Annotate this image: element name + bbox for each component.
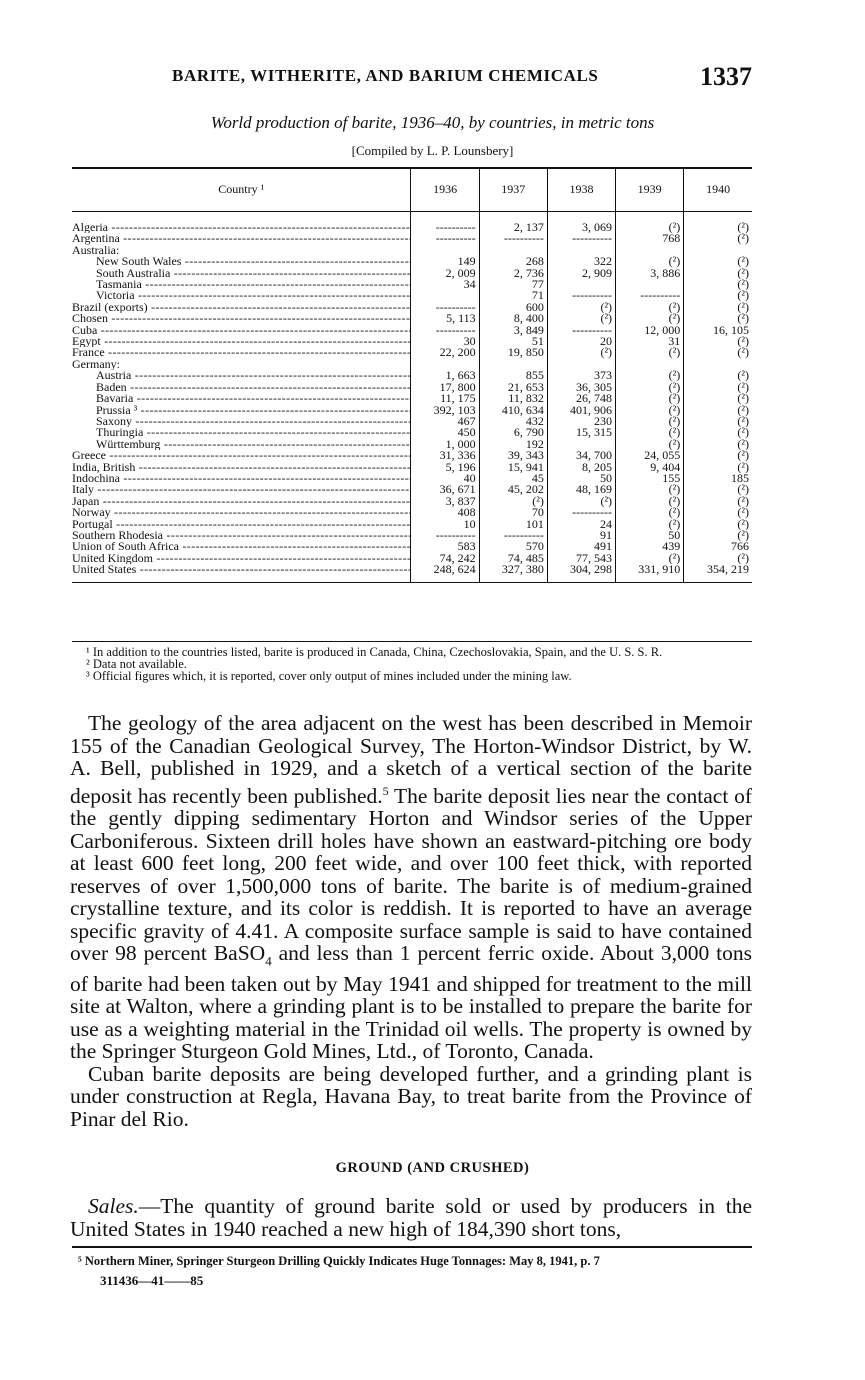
- value-cell-1936: 11, 175: [411, 393, 479, 404]
- value-cell-1939: (²): [616, 496, 684, 507]
- value-cell-1937: 77: [479, 279, 547, 290]
- sales-paragraph: [70, 1195, 752, 1240]
- value-cell-1938: ----------: [547, 290, 615, 301]
- value-cell-1940: 185: [684, 473, 752, 484]
- value-cell-1938: 15, 315: [547, 427, 615, 438]
- value-cell-1936: [411, 245, 479, 256]
- table-row: [72, 484, 752, 495]
- country-name: South Australia -----: [72, 268, 411, 279]
- value-cell-1940: (²): [684, 393, 752, 404]
- table-row: [72, 393, 752, 404]
- value-cell-1937: 2, 137: [479, 222, 547, 233]
- paragraph-geology: [70, 712, 752, 1063]
- table-row: [72, 233, 752, 244]
- country-name: Germany:: [72, 358, 120, 371]
- country-name: Portugal -----: [72, 519, 411, 530]
- column-header-1939: 1939: [616, 168, 684, 212]
- table-row: [72, 507, 752, 518]
- country-cell: [72, 245, 411, 256]
- value-cell-1940: (²): [684, 507, 752, 518]
- country-cell: [72, 268, 411, 279]
- country-cell: [72, 519, 411, 530]
- value-cell-1940: (²): [684, 519, 752, 530]
- table-row: [72, 279, 752, 290]
- value-cell-1938: (²): [547, 347, 615, 358]
- value-cell-1936: 450: [411, 427, 479, 438]
- value-cell-1936: 1, 000: [411, 439, 479, 450]
- value-cell-1937: 51: [479, 336, 547, 347]
- print-code: 311436—41——85: [100, 1273, 204, 1288]
- value-cell-1939: 12, 000: [616, 325, 684, 336]
- table-row: [72, 473, 752, 484]
- country-name: Italy -----: [72, 484, 411, 495]
- table-row: [72, 564, 752, 582]
- country-cell: [72, 564, 411, 582]
- country-cell: [72, 336, 411, 347]
- country-cell: [72, 302, 411, 313]
- value-cell-1938: [547, 245, 615, 256]
- value-cell-1936: [411, 290, 479, 301]
- running-head: BARITE, WITHERITE, AND BARIUM CHEMICALS: [172, 66, 599, 85]
- value-cell-1937: 70: [479, 507, 547, 518]
- value-cell-1937: 11, 832: [479, 393, 547, 404]
- country-name: Norway -----: [72, 507, 411, 518]
- country-name: Argentina -----: [72, 233, 411, 244]
- value-cell-1938: 48, 169: [547, 484, 615, 495]
- table-row: [72, 416, 752, 427]
- country-cell: [72, 473, 411, 484]
- table-spacer-row: [72, 212, 752, 223]
- value-cell-1938: 230: [547, 416, 615, 427]
- value-cell-1936: 17, 800: [411, 382, 479, 393]
- value-cell-1936: 10: [411, 519, 479, 530]
- section-heading: GROUND (AND CRUSHED): [335, 1160, 530, 1176]
- value-cell-1939: (²): [616, 553, 684, 564]
- country-cell: [72, 347, 411, 358]
- value-cell-1938: 91: [547, 530, 615, 541]
- table-row: [72, 347, 752, 358]
- value-cell-1939: (²): [616, 519, 684, 530]
- value-cell-1937: (²): [479, 496, 547, 507]
- value-cell-1940: (²): [684, 336, 752, 347]
- value-cell-1939: 50: [616, 530, 684, 541]
- value-cell-1939: (²): [616, 507, 684, 518]
- country-cell: [72, 256, 411, 267]
- value-cell-1939: (²): [616, 222, 684, 233]
- country-cell: [72, 370, 411, 381]
- value-cell-1936: 30: [411, 336, 479, 347]
- value-cell-1940: (²): [684, 256, 752, 267]
- country-cell: [72, 450, 411, 461]
- value-cell-1940: (²): [684, 484, 752, 495]
- value-cell-1939: (²): [616, 439, 684, 450]
- value-cell-1937: 71: [479, 290, 547, 301]
- country-cell: [72, 359, 411, 370]
- page-number: 1337: [700, 62, 752, 91]
- country-name: India, British -----: [72, 462, 411, 473]
- value-cell-1940: (²): [684, 382, 752, 393]
- value-cell-1937: 6, 790: [479, 427, 547, 438]
- country-cell: [72, 393, 411, 404]
- country-name: Prussia ³ -----: [72, 405, 411, 416]
- country-name: Japan -----: [72, 496, 411, 507]
- value-cell-1940: (²): [684, 302, 752, 313]
- value-cell-1936: 467: [411, 416, 479, 427]
- country-name: Baden -----: [72, 382, 411, 393]
- table-row: [72, 370, 752, 381]
- value-cell-1938: 77, 543: [547, 553, 615, 564]
- country-cell: [72, 313, 411, 324]
- value-cell-1938: (²): [547, 496, 615, 507]
- value-cell-1939: [616, 279, 684, 290]
- country-name: Australia:: [72, 244, 120, 257]
- footnote-3: ³ Official figures which, it is reported, cover only output of mines included under the mining law.: [86, 669, 572, 683]
- table-row: [72, 222, 752, 233]
- value-cell-1938: 8, 205: [547, 462, 615, 473]
- table-compiled-by: [Compiled by L. P. Lounsbery]: [351, 143, 514, 158]
- value-cell-1936: 36, 671: [411, 484, 479, 495]
- table-row: [72, 553, 752, 564]
- value-cell-1940: (²): [684, 427, 752, 438]
- paragraph-cuban: Cuban barite deposits are being developed further, and a grinding plant is under construction at Regla, Havana Bay, to treat barite from the Province of Pinar del Rio.: [70, 1061, 752, 1131]
- value-cell-1937: 39, 343: [479, 450, 547, 461]
- value-cell-1940: (²): [684, 233, 752, 244]
- value-cell-1939: (²): [616, 370, 684, 381]
- value-cell-1940: [684, 245, 752, 256]
- value-cell-1938: 3, 069: [547, 222, 615, 233]
- sales-body: —The quantity of ground barite sold or used by producers in the United States in 1940 reached a new high of 184,390 short tons,: [70, 1194, 752, 1241]
- value-cell-1937: 21, 653: [479, 382, 547, 393]
- country-cell: [72, 553, 411, 564]
- country-name: Saxony -----: [72, 416, 411, 427]
- value-cell-1936: 408: [411, 507, 479, 518]
- country-cell: [72, 530, 411, 541]
- table-row: [72, 256, 752, 267]
- value-cell-1940: 766: [684, 541, 752, 552]
- country-name: Bavaria -----: [72, 393, 411, 404]
- value-cell-1939: 3, 886: [616, 268, 684, 279]
- value-cell-1936: 31, 336: [411, 450, 479, 461]
- table-title: World production of barite, 1936–40, by countries, in metric tons: [210, 113, 655, 132]
- table-row: [72, 427, 752, 438]
- column-header-country: Country ¹: [72, 168, 411, 212]
- value-cell-1938: 401, 906: [547, 405, 615, 416]
- value-cell-1940: (²): [684, 496, 752, 507]
- value-cell-1937: 45: [479, 473, 547, 484]
- country-cell: [72, 325, 411, 336]
- table-row: [72, 382, 752, 393]
- value-cell-1937: ----------: [479, 233, 547, 244]
- value-cell-1939: 439: [616, 541, 684, 552]
- table-row: [72, 336, 752, 347]
- bottom-footnote-rule: [72, 1246, 752, 1248]
- value-cell-1939: [616, 245, 684, 256]
- country-name: Brazil (exports) -----: [72, 302, 411, 313]
- value-cell-1939: (²): [616, 416, 684, 427]
- value-cell-1938: 26, 748: [547, 393, 615, 404]
- value-cell-1939: (²): [616, 382, 684, 393]
- value-cell-1938: [547, 279, 615, 290]
- country-cell: [72, 405, 411, 416]
- country-name: United States -----: [72, 564, 411, 576]
- footnote-rule: [72, 641, 752, 642]
- country-cell: [72, 222, 411, 233]
- value-cell-1936: ----------: [411, 530, 479, 541]
- value-cell-1938: 304, 298: [547, 564, 615, 582]
- production-table: [72, 167, 752, 583]
- value-cell-1940: (²): [684, 268, 752, 279]
- value-cell-1939: 24, 055: [616, 450, 684, 461]
- value-cell-1938: 34, 700: [547, 450, 615, 461]
- value-cell-1936: 3, 837: [411, 496, 479, 507]
- body-text: [70, 712, 752, 1130]
- country-name: Algeria -----: [72, 222, 411, 233]
- value-cell-1937: 74, 485: [479, 553, 547, 564]
- table-row: [72, 496, 752, 507]
- value-cell-1940: (²): [684, 347, 752, 358]
- value-cell-1937: 268: [479, 256, 547, 267]
- country-name: Austria -----: [72, 370, 411, 381]
- value-cell-1936: ----------: [411, 302, 479, 313]
- value-cell-1939: 331, 910: [616, 564, 684, 582]
- value-cell-1938: 24: [547, 519, 615, 530]
- value-cell-1940: (²): [684, 439, 752, 450]
- value-cell-1937: 192: [479, 439, 547, 450]
- value-cell-1939: (²): [616, 405, 684, 416]
- footnote-1: ¹ In addition to the countries listed, barite is produced in Canada, China, Czechoslovakia, Spain, and the U. S. S. R.: [86, 645, 663, 659]
- value-cell-1940: (²): [684, 530, 752, 541]
- value-cell-1940: (²): [684, 450, 752, 461]
- value-cell-1936: 5, 196: [411, 462, 479, 473]
- value-cell-1940: 354, 219: [684, 564, 752, 582]
- value-cell-1939: (²): [616, 256, 684, 267]
- value-cell-1936: [411, 359, 479, 370]
- column-header-1938: 1938: [547, 168, 615, 212]
- value-cell-1936: 5, 113: [411, 313, 479, 324]
- value-cell-1940: 16, 105: [684, 325, 752, 336]
- value-cell-1937: 600: [479, 302, 547, 313]
- value-cell-1937: 410, 634: [479, 405, 547, 416]
- value-cell-1936: 149: [411, 256, 479, 267]
- column-header-1940: 1940: [684, 168, 752, 212]
- country-name: Victoria -----: [72, 290, 411, 301]
- value-cell-1937: 8, 400: [479, 313, 547, 324]
- table-header-row: [72, 168, 752, 212]
- value-cell-1936: 248, 624: [411, 564, 479, 582]
- value-cell-1936: ----------: [411, 325, 479, 336]
- country-cell: [72, 427, 411, 438]
- table-row: [72, 302, 752, 313]
- value-cell-1939: 768: [616, 233, 684, 244]
- value-cell-1937: 19, 850: [479, 347, 547, 358]
- subscript-4: 4: [265, 953, 272, 969]
- value-cell-1937: 855: [479, 370, 547, 381]
- value-cell-1938: [547, 439, 615, 450]
- sales-label: Sales.: [88, 1194, 139, 1218]
- value-cell-1937: 101: [479, 519, 547, 530]
- value-cell-1939: (²): [616, 393, 684, 404]
- country-name: Indochina -----: [72, 473, 411, 484]
- value-cell-1940: (²): [684, 313, 752, 324]
- value-cell-1940: (²): [684, 405, 752, 416]
- value-cell-1938: 491: [547, 541, 615, 552]
- value-cell-1937: 432: [479, 416, 547, 427]
- column-header-1936: 1936: [411, 168, 479, 212]
- value-cell-1937: [479, 359, 547, 370]
- footnote-2: ² Data not available.: [86, 657, 187, 671]
- value-cell-1939: (²): [616, 313, 684, 324]
- country-name: Greece -----: [72, 450, 411, 461]
- value-cell-1936: 583: [411, 541, 479, 552]
- country-cell: [72, 233, 411, 244]
- value-cell-1936: 392, 103: [411, 405, 479, 416]
- country-name: Southern Rhodesia -----: [72, 530, 411, 541]
- value-cell-1938: 20: [547, 336, 615, 347]
- table-row: [72, 245, 752, 256]
- value-cell-1936: ----------: [411, 233, 479, 244]
- value-cell-1940: (²): [684, 279, 752, 290]
- country-name: Cuba -----: [72, 325, 411, 336]
- value-cell-1940: (²): [684, 290, 752, 301]
- paragraph-geology-part-b: The barite deposit lies near the contact of the gently dipping sedimentary Horton and Windsor series of the Upper Carboniferous. Sixteen drill holes have shown an eastward-pitching ore body at least 600 feet long, 200 feet wide, and over 100 feet thick, with reported reserves of over 1,500,000 tons of barite. The barite is of medium-grained crystalline texture, and its color is reddish. It is reported to have an average specific gravity of 4.41. A composite surface sample is said to have contained over 98 percent BaSO: [70, 783, 752, 966]
- value-cell-1940: (²): [684, 222, 752, 233]
- country-name: Thuringia -----: [72, 427, 411, 438]
- value-cell-1939: ----------: [616, 290, 684, 301]
- country-name: Union of South Africa -----: [72, 541, 411, 552]
- country-cell: [72, 279, 411, 290]
- country-cell: [72, 290, 411, 301]
- country-name: Tasmania -----: [72, 279, 411, 290]
- value-cell-1937: 570: [479, 541, 547, 552]
- value-cell-1937: 327, 380: [479, 564, 547, 582]
- value-cell-1940: [684, 359, 752, 370]
- country-cell: [72, 496, 411, 507]
- table-row: [72, 313, 752, 324]
- value-cell-1940: (²): [684, 370, 752, 381]
- paragraph-geology-part-a: The geology of the area adjacent on the west has been described in Memoir 155 of the Canadian Geological Survey, The Horton-Windsor District, by W. A. Bell, published in 1929, and a sketch of a vertical section of the barite deposit has recently been published.: [70, 711, 752, 808]
- value-cell-1939: 31: [616, 336, 684, 347]
- country-cell: [72, 541, 411, 552]
- value-cell-1939: [616, 359, 684, 370]
- value-cell-1939: (²): [616, 302, 684, 313]
- value-cell-1936: 74, 242: [411, 553, 479, 564]
- value-cell-1940: (²): [684, 462, 752, 473]
- table-row: [72, 462, 752, 473]
- value-cell-1938: [547, 359, 615, 370]
- value-cell-1938: 36, 305: [547, 382, 615, 393]
- country-name: Württemburg -----: [72, 439, 411, 450]
- value-cell-1937: [479, 245, 547, 256]
- value-cell-1940: (²): [684, 553, 752, 564]
- country-name: France -----: [72, 347, 411, 358]
- table-footnotes: [72, 641, 752, 682]
- table-row: [72, 405, 752, 416]
- value-cell-1938: 322: [547, 256, 615, 267]
- value-cell-1936: ----------: [411, 222, 479, 233]
- table-row: [72, 325, 752, 336]
- table-row: [72, 359, 752, 370]
- value-cell-1938: (²): [547, 302, 615, 313]
- value-cell-1938: ----------: [547, 325, 615, 336]
- table-row: [72, 268, 752, 279]
- column-header-1937: 1937: [479, 168, 547, 212]
- table-row: [72, 450, 752, 461]
- value-cell-1938: 373: [547, 370, 615, 381]
- value-cell-1939: (²): [616, 427, 684, 438]
- country-name: New South Wales -----: [72, 256, 411, 267]
- value-cell-1938: ----------: [547, 507, 615, 518]
- value-cell-1936: 40: [411, 473, 479, 484]
- country-cell: [72, 382, 411, 393]
- value-cell-1938: ----------: [547, 233, 615, 244]
- value-cell-1937: 45, 202: [479, 484, 547, 495]
- table-row: [72, 519, 752, 530]
- country-name: Chosen -----: [72, 313, 411, 324]
- country-cell: [72, 507, 411, 518]
- value-cell-1939: 9, 404: [616, 462, 684, 473]
- value-cell-1939: (²): [616, 347, 684, 358]
- table-row: [72, 439, 752, 450]
- value-cell-1937: ----------: [479, 530, 547, 541]
- value-cell-1937: 3, 849: [479, 325, 547, 336]
- value-cell-1938: 2, 909: [547, 268, 615, 279]
- value-cell-1939: (²): [616, 484, 684, 495]
- country-cell: [72, 484, 411, 495]
- value-cell-1940: (²): [684, 416, 752, 427]
- table-body: [72, 212, 752, 583]
- country-cell: [72, 439, 411, 450]
- table-row: [72, 541, 752, 552]
- bottom-footnote: ⁵ Northern Miner, Springer Sturgeon Drilling Quickly Indicates Huge Tonnages: May 8, 1941, p. 7: [78, 1254, 600, 1268]
- sales-text: [70, 1195, 752, 1240]
- country-name: United Kingdom -----: [72, 553, 411, 564]
- value-cell-1939: 155: [616, 473, 684, 484]
- value-cell-1936: 2, 009: [411, 268, 479, 279]
- value-cell-1938: (²): [547, 313, 615, 324]
- value-cell-1937: 2, 736: [479, 268, 547, 279]
- country-name: Egypt -----: [72, 336, 411, 347]
- value-cell-1936: 34: [411, 279, 479, 290]
- table-row: [72, 530, 752, 541]
- table-row: [72, 290, 752, 301]
- footnote-ref-5: 5: [382, 783, 389, 798]
- value-cell-1936: 1, 663: [411, 370, 479, 381]
- value-cell-1936: 22, 200: [411, 347, 479, 358]
- country-cell: [72, 416, 411, 427]
- value-cell-1937: 15, 941: [479, 462, 547, 473]
- value-cell-1938: 50: [547, 473, 615, 484]
- paragraph-geology-part-c: and less than 1 percent ferric oxide. About 3,000 tons of barite had been taken out by May 1941 and shipped for treatment to the mill site at Walton, where a grinding plant is to be installed to prepare the barite for use as a weighting material in the Trinidad oil wells. The property is owned by the Springer Sturgeon Gold Mines, Ltd., of Toronto, Canada.: [70, 941, 752, 1064]
- country-cell: [72, 462, 411, 473]
